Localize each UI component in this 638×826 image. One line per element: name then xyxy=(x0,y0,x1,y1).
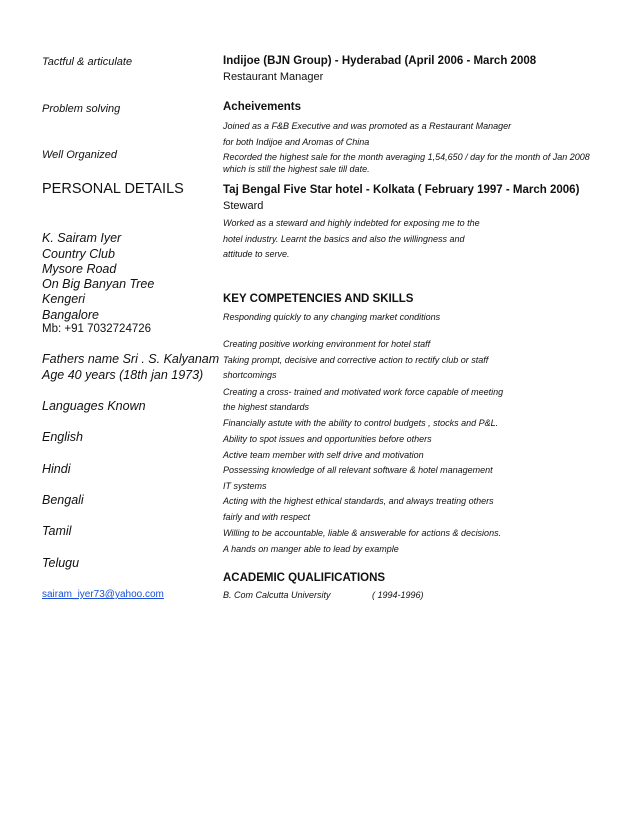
competency-line: Acting with the highest ethical standards, and always treating others xyxy=(223,496,494,506)
languages-heading: Languages Known xyxy=(42,399,146,413)
trait-tactful: Tactful & articulate xyxy=(42,56,133,68)
email-link[interactable]: sairam_iyer73@yahoo.com xyxy=(42,589,164,600)
job2-desc-line: attitude to serve. xyxy=(223,249,290,259)
competency-line: Creating positive working environment for hotel staff xyxy=(223,339,431,349)
competency-line: Ability to spot issues and opportunities before others xyxy=(223,434,432,444)
language-item: English xyxy=(42,430,83,444)
address-line: Kengeri xyxy=(42,292,86,306)
father-name: Fathers name Sri . S. Kalyanam xyxy=(42,352,220,366)
competency-line: Active team member with self drive and motivation xyxy=(223,450,424,460)
achievement-line: Recorded the highest sale for the month averaging 1,54,650 / day for the month of Jan 2008 xyxy=(223,152,590,162)
competency-line: Possessing knowledge of all relevant software & hotel management xyxy=(223,465,493,475)
academic-heading: ACADEMIC QUALIFICATIONS xyxy=(223,572,386,584)
competency-line: shortcomings xyxy=(223,370,277,380)
language-item: Tamil xyxy=(42,524,72,538)
job2-desc-line: hotel industry. Learnt the basics and also the willingness and xyxy=(223,234,465,244)
trait-problem-solving: Problem solving xyxy=(42,103,121,115)
job2-desc-line: Worked as a steward and highly indebted for exposing me to the xyxy=(223,218,480,228)
language-item: Bengali xyxy=(42,493,84,507)
competency-line: Willing to be accountable, liable & answerable for actions & decisions. xyxy=(223,528,502,538)
job2-title: Taj Bengal Five Star hotel - Kolkata ( February 1997 - March 2006) xyxy=(223,184,580,196)
job2-role: Steward xyxy=(223,200,264,212)
competency-line: the highest standards xyxy=(223,402,310,412)
competencies-heading: KEY COMPETENCIES AND SKILLS xyxy=(223,293,414,305)
achievement-line: which is still the highest sale till date. xyxy=(223,164,370,174)
competency-line: IT systems xyxy=(223,481,267,491)
competency-line: Creating a cross- trained and motivated work force capable of meeting xyxy=(223,387,504,397)
achievements-heading: Acheivements xyxy=(223,101,301,113)
address-name: K. Sairam Iyer xyxy=(42,231,122,245)
age: Age 40 years (18th jan 1973) xyxy=(42,368,204,382)
competency-line: Responding quickly to any changing market conditions xyxy=(223,312,441,322)
achievement-line: Joined as a F&B Executive and was promoted as a Restaurant Manager xyxy=(223,121,512,131)
address-line: Bangalore xyxy=(42,308,99,322)
degree-years: ( 1994-1996) xyxy=(372,590,424,600)
mobile-number: Mb: +91 7032724726 xyxy=(42,323,152,335)
degree: B. Com Calcutta University xyxy=(223,590,331,600)
address-line: Mysore Road xyxy=(42,262,117,276)
competency-line: fairly and with respect xyxy=(223,512,311,522)
competency-line: Taking prompt, decisive and corrective action to rectify club or staff xyxy=(223,355,489,365)
competency-line: A hands on manger able to lead by example xyxy=(223,544,399,554)
address-line: Country Club xyxy=(42,247,115,261)
trait-well-organized: Well Organized xyxy=(42,149,117,161)
language-item: Hindi xyxy=(42,462,71,476)
personal-details-heading: PERSONAL DETAILS xyxy=(42,181,184,197)
job1-title: Indijoe (BJN Group) - Hyderabad (April 2006 - March 2008 xyxy=(223,55,537,67)
competency-line: Financially astute with the ability to control budgets , stocks and P&L. xyxy=(223,418,499,428)
language-item: Telugu xyxy=(42,556,80,570)
achievement-line: for both Indijoe and Aromas of China xyxy=(223,137,370,147)
address-line: On Big Banyan Tree xyxy=(42,277,155,291)
job1-role: Restaurant Manager xyxy=(223,71,324,83)
